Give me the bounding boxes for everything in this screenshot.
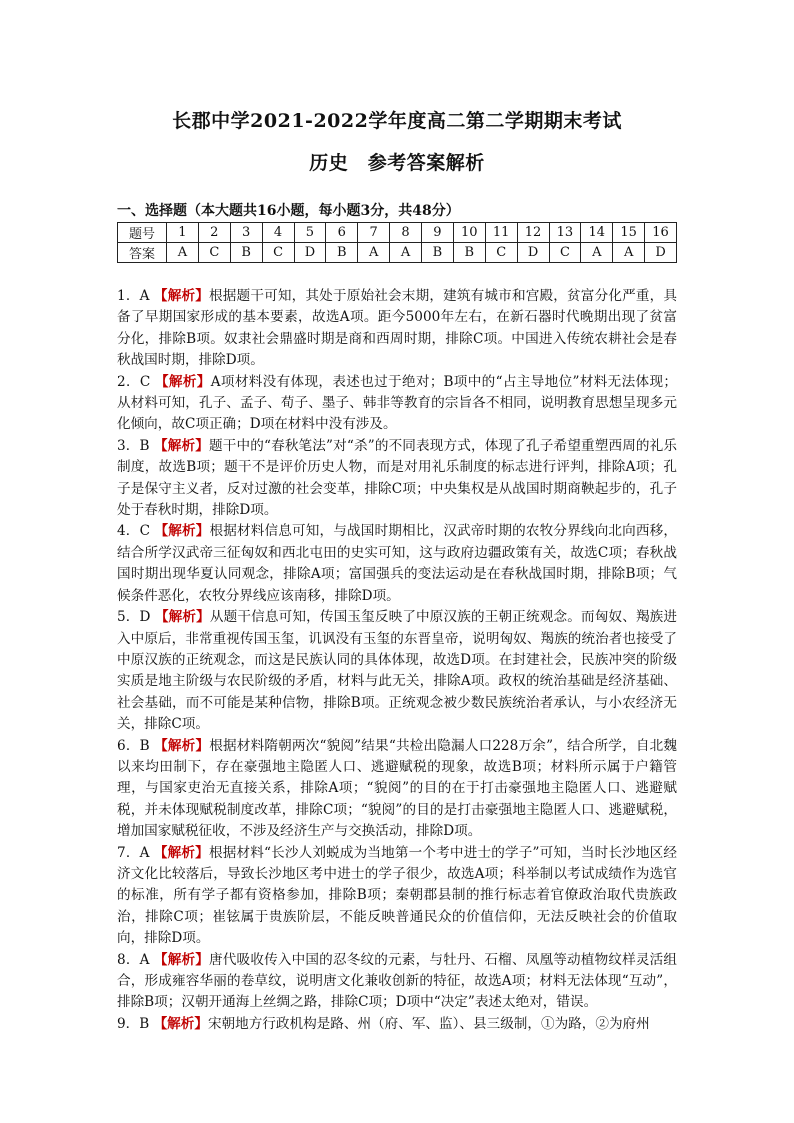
analysis-tag: 【解析】 xyxy=(154,737,210,754)
analysis-tag: 【解析】 xyxy=(153,951,210,968)
question-answer-label: 3．B xyxy=(117,437,150,454)
question-number-cell: 13 xyxy=(549,223,581,243)
answer-cell: B xyxy=(422,243,454,263)
question-number-cell: 8 xyxy=(390,223,422,243)
answer-cell: A xyxy=(613,243,645,263)
answer-cell: A xyxy=(390,243,422,263)
answer-cell: B xyxy=(453,243,485,263)
question-number-cell: 16 xyxy=(645,223,677,243)
answer-explanation xyxy=(117,736,677,843)
explanation-list xyxy=(117,286,677,1035)
analysis-tag: 【解析】 xyxy=(153,288,210,304)
question-answer-label: 9．B xyxy=(117,1015,150,1032)
explanation-text: 根据材料“长沙人刘蜕成为当地第一个考中进士的学子”可知，当时长沙地区经济文化比较落后，导致长沙地区考中进士的学子很少，故选A项；科举制以考试成绩作为选官的标准，所有学子都有资格参加，排除B项；秦朝郡县制的推行标志着官僚政治取代贵族政治，排除C项；崔铉属于贵族阶层，不能反映普通民众的价值信仰，无法反映社会的价值取向，排除D项。 xyxy=(117,844,678,947)
question-number-cell: 15 xyxy=(613,223,645,243)
answer-row xyxy=(118,243,677,263)
question-answer-label: 1．A xyxy=(117,288,150,304)
question-number-cell: 11 xyxy=(485,223,517,243)
question-number-cell: 1 xyxy=(167,223,199,243)
question-answer-label: 2．C xyxy=(117,373,151,390)
analysis-tag: 【解析】 xyxy=(153,844,209,861)
answer-explanation xyxy=(117,950,677,1014)
answer-explanation xyxy=(117,607,677,735)
answer-cell: A xyxy=(581,243,613,263)
analysis-tag: 【解析】 xyxy=(154,523,210,540)
answer-explanation xyxy=(117,286,677,372)
question-answer-label: 5．D xyxy=(117,609,151,626)
answer-key-table xyxy=(117,222,677,263)
page-title: 长郡中学2021-2022学年度高二第二学期期末考试 xyxy=(172,110,622,132)
answer-cell: A xyxy=(167,243,199,263)
question-number-cell: 3 xyxy=(230,223,262,243)
question-number-cell: 6 xyxy=(326,223,358,243)
explanation-text: 宋朝地方行政机构是路、州（府、军、监）、县三级制，①为路，②为府州 xyxy=(207,1015,650,1032)
explanation-text: 根据材料隋朝两次“貌阅”结果“共检出隐漏人口228万余”，结合所学，自北魏以来均田制下，存在豪强地主隐匿人口、逃避赋税的现象，故选B项；材料所示属于户籍管理，与国家吏治无直接关系，排除A项；“貌阅”的目的在于打击豪强地主隐匿人口、逃避赋税，并未体现赋税制度改革，排除C项；“貌阅”的目的是打击豪强地主隐匿人口、逃避赋税，增加国家赋税征收，不涉及经济生产与交换活动，排除D项。 xyxy=(117,737,678,840)
question-number-cell: 12 xyxy=(517,223,549,243)
answer-cell: C xyxy=(198,243,230,263)
question-answer-label: 4．C xyxy=(117,523,150,540)
question-answer-label: 8．A xyxy=(117,951,150,968)
answer-cell: B xyxy=(230,243,262,263)
question-number-cell: 7 xyxy=(358,223,390,243)
explanation-text: 题干中的“春秋笔法”对“杀”的不同表现方式，体现了孔子希望重塑西周的礼乐制度，故选B项；题干不是评价历史人物，而是对用礼乐制度的标志进行评判，排除A项；孔子是保守主义者，反对过激的社会变革，排除C项；中央集权是从战国时期商鞅起步的，孔子处于春秋时期，排除D项。 xyxy=(117,437,678,519)
explanation-text: 唐代吸收传入中国的忍冬纹的元素，与牡丹、石榴、凤凰等动植物纹样灵活组合，形成雍容华丽的卷草纹，说明唐文化兼收创新的特征，故选A项；材料无法体现“互动”，排除B项；汉朝开通海上丝绸之路，排除C项；D项中“决定”表述太绝对，错误。 xyxy=(117,951,678,1011)
answer-cell: C xyxy=(485,243,517,263)
answer-cell: D xyxy=(294,243,326,263)
explanation-text: A项材料没有体现，表述也过于绝对；B项中的“占主导地位”材料无法体现；从材料可知，孔子、孟子、荀子、墨子、韩非等教育的宗旨各不相同，说明教育思想呈现多元化倾向，故C项正确；D项在材料中没有涉及。 xyxy=(117,373,677,433)
question-number-cell: 5 xyxy=(294,223,326,243)
answer-cell: A xyxy=(358,243,390,263)
explanation-text: 根据题干可知，其处于原始社会末期，建筑有城市和宫殿，贫富分化严重，具备了早期国家形成的基本要素，故选A项。距今5000年左右，在新石器时代晚期出现了贫富分化，排除B项。奴隶社会鼎盛时期是商和西周时期，排除C项。中国进入传统农耕社会是春秋战国时期，排除D项。 xyxy=(117,288,678,369)
question-number-cell: 2 xyxy=(198,223,230,243)
answer-explanation xyxy=(117,436,677,522)
question-number-cell: 14 xyxy=(581,223,613,243)
answer-cell: C xyxy=(549,243,581,263)
explanation-text: 根据材料信息可知，与战国时期相比，汉武帝时期的农牧分界线向北向西移，结合所学汉武帝三征匈奴和西北屯田的史实可知，这与政府边疆政策有关，故选C项；春秋战国时期出现华夏认同观念，排除A项；富国强兵的变法运动是在春秋战国时期，排除B项；气候条件恶化，农牧分界线应该南移，排除D项。 xyxy=(117,523,677,604)
row-label-number: 题号 xyxy=(118,223,167,243)
answer-explanation xyxy=(117,521,677,607)
question-answer-label: 6．B xyxy=(117,737,150,754)
section-heading: 一、选择题（本大题共16小题，每小题3分，共48分） xyxy=(117,203,460,219)
row-label-answer: 答案 xyxy=(118,243,167,263)
answer-explanation xyxy=(117,843,677,950)
question-number-row xyxy=(118,223,677,243)
answer-cell: B xyxy=(326,243,358,263)
analysis-tag: 【解析】 xyxy=(155,373,211,390)
question-answer-label: 7．A xyxy=(117,844,150,861)
analysis-tag: 【解析】 xyxy=(154,437,209,454)
explanation-text: 从题干信息可知，传国玉玺反映了中原汉族的王朝正统观念。而匈奴、羯族进入中原后，非常重视传国玉玺，讥讽没有玉玺的东晋皇帝，说明匈奴、羯族的统治者也接受了中原汉族的正统观念，而这是民族认同的具体体现，故选D项。在封建社会，民族冲突的阶级实质是地主阶级与农民阶级的矛盾，材料与此无关，排除A项。政权的统治基础是经济基础、社会基础，而不可能是某种信物，排除B项。正统观念被少数民族统治者承认，与小农经济无关，排除C项。 xyxy=(117,609,678,733)
question-number-cell: 9 xyxy=(422,223,454,243)
analysis-tag: 【解析】 xyxy=(153,1015,208,1032)
analysis-tag: 【解析】 xyxy=(154,609,210,626)
answer-cell: D xyxy=(645,243,677,263)
question-number-cell: 4 xyxy=(262,223,294,243)
question-number-cell: 10 xyxy=(453,223,485,243)
answer-cell: D xyxy=(517,243,549,263)
page-subtitle: 历史 参考答案解析 xyxy=(309,152,485,174)
answer-explanation xyxy=(117,1014,677,1035)
answer-cell: C xyxy=(262,243,294,263)
answer-explanation xyxy=(117,372,677,436)
